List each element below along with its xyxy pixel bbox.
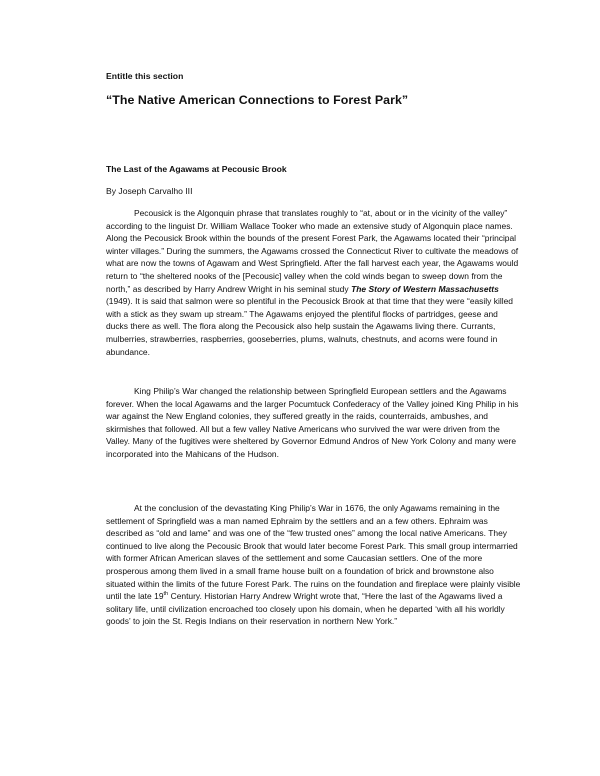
text-run: At the conclusion of the devastating King Philip’s War in 1676, the only Agawams remaining in the settlement of Springfield was a man named Ephraim by the settlers and an a few others. Ephraim was described as “old and lame” and was one of the “few trusted ones” among the local native Americans. They continued to live along the Pecousic Brook that would later become Forest Park. This small group intermarried with former African American slaves of the settlement and some Caucasian settlers. One of the more prosperous among them lived in a small frame house built on a foundation of brick and brownstone also situated within the limits of the future Forest Park. The ruins on the foundation and fireplace were plainly visible until the late 19 xyxy=(106,503,521,602)
paragraph-text xyxy=(106,502,522,628)
paragraph-3 xyxy=(106,502,522,628)
book-title: The Story of Western Massachusetts xyxy=(351,283,499,294)
heading-note: Entitle this section xyxy=(106,71,184,81)
text-run: (1949). It is said that salmon were so plentiful in the Pecousick Brook at that time that they were “easily killed with a stick as they swam up stream.” The Agawams enjoyed the plentiful flocks of partridges, geese and ducks there as well. The flora along the Pecousick also help sustain the Agawams living there. Currants, mulberries, strawberries, raspberries, gooseberries, plums, walnuts, chestnuts, and acorns were found in abundance. xyxy=(106,296,513,357)
main-title: “The Native American Connections to Forest Park” xyxy=(106,93,409,107)
paragraph-text xyxy=(106,385,522,461)
paragraph-1 xyxy=(106,207,522,358)
text-run: Pecousick is the Algonquin phrase that translates roughly to “at, about or in the vicinity of the valley” according to the linguist Dr. William Wallace Tooker who made an extensive study of Algonquin place names. Along the Pecousick Brook within the bounds of the present Forest Park, the Agawams located their “principal winter villages.” During the summers, the Agawams crossed the Connecticut River to cultivate the meadows of what are now the towns of Agawam and West Springfield. After the fall harvest each year, the Agawams would return to “the sheltered nooks of the [Pecousic] valley when the cold winds began to sweep down from the north,” as described by Harry Andrew Wright in his seminal study xyxy=(106,208,519,294)
section-title: The Last of the Agawams at Pecousic Brook xyxy=(106,164,287,174)
byline: By Joseph Carvalho III xyxy=(106,186,193,196)
ordinal-superscript: th xyxy=(163,591,169,598)
paragraph-2 xyxy=(106,385,522,461)
paragraph-text xyxy=(106,207,522,358)
text-run: Century. Historian Harry Andrew Wright wrote that, “Here the last of the Agawams lived a solitary life, until civilization encroached too closely upon his domain, when he departed ‘with all his worldly goods’ to join the St. Regis Indians on their reservation in northern New York.” xyxy=(106,591,505,627)
text-run: King Philip’s War changed the relationship between Springfield European settlers and the Agawams forever. When the local Agawams and the larger Pocumtuck Confederacy of the Valley joined King Philip in his war against the New England colonies, they suffered greatly in the raids, counterraids, ambushes, and skirmishes that followed. All but a few valley Native Americans who survived the war were driven from the Valley. Many of the fugitives were sheltered by Governor Edmund Andros of New York Colony and many were incorporated into the Mahicans of the Hudson. xyxy=(106,386,519,459)
